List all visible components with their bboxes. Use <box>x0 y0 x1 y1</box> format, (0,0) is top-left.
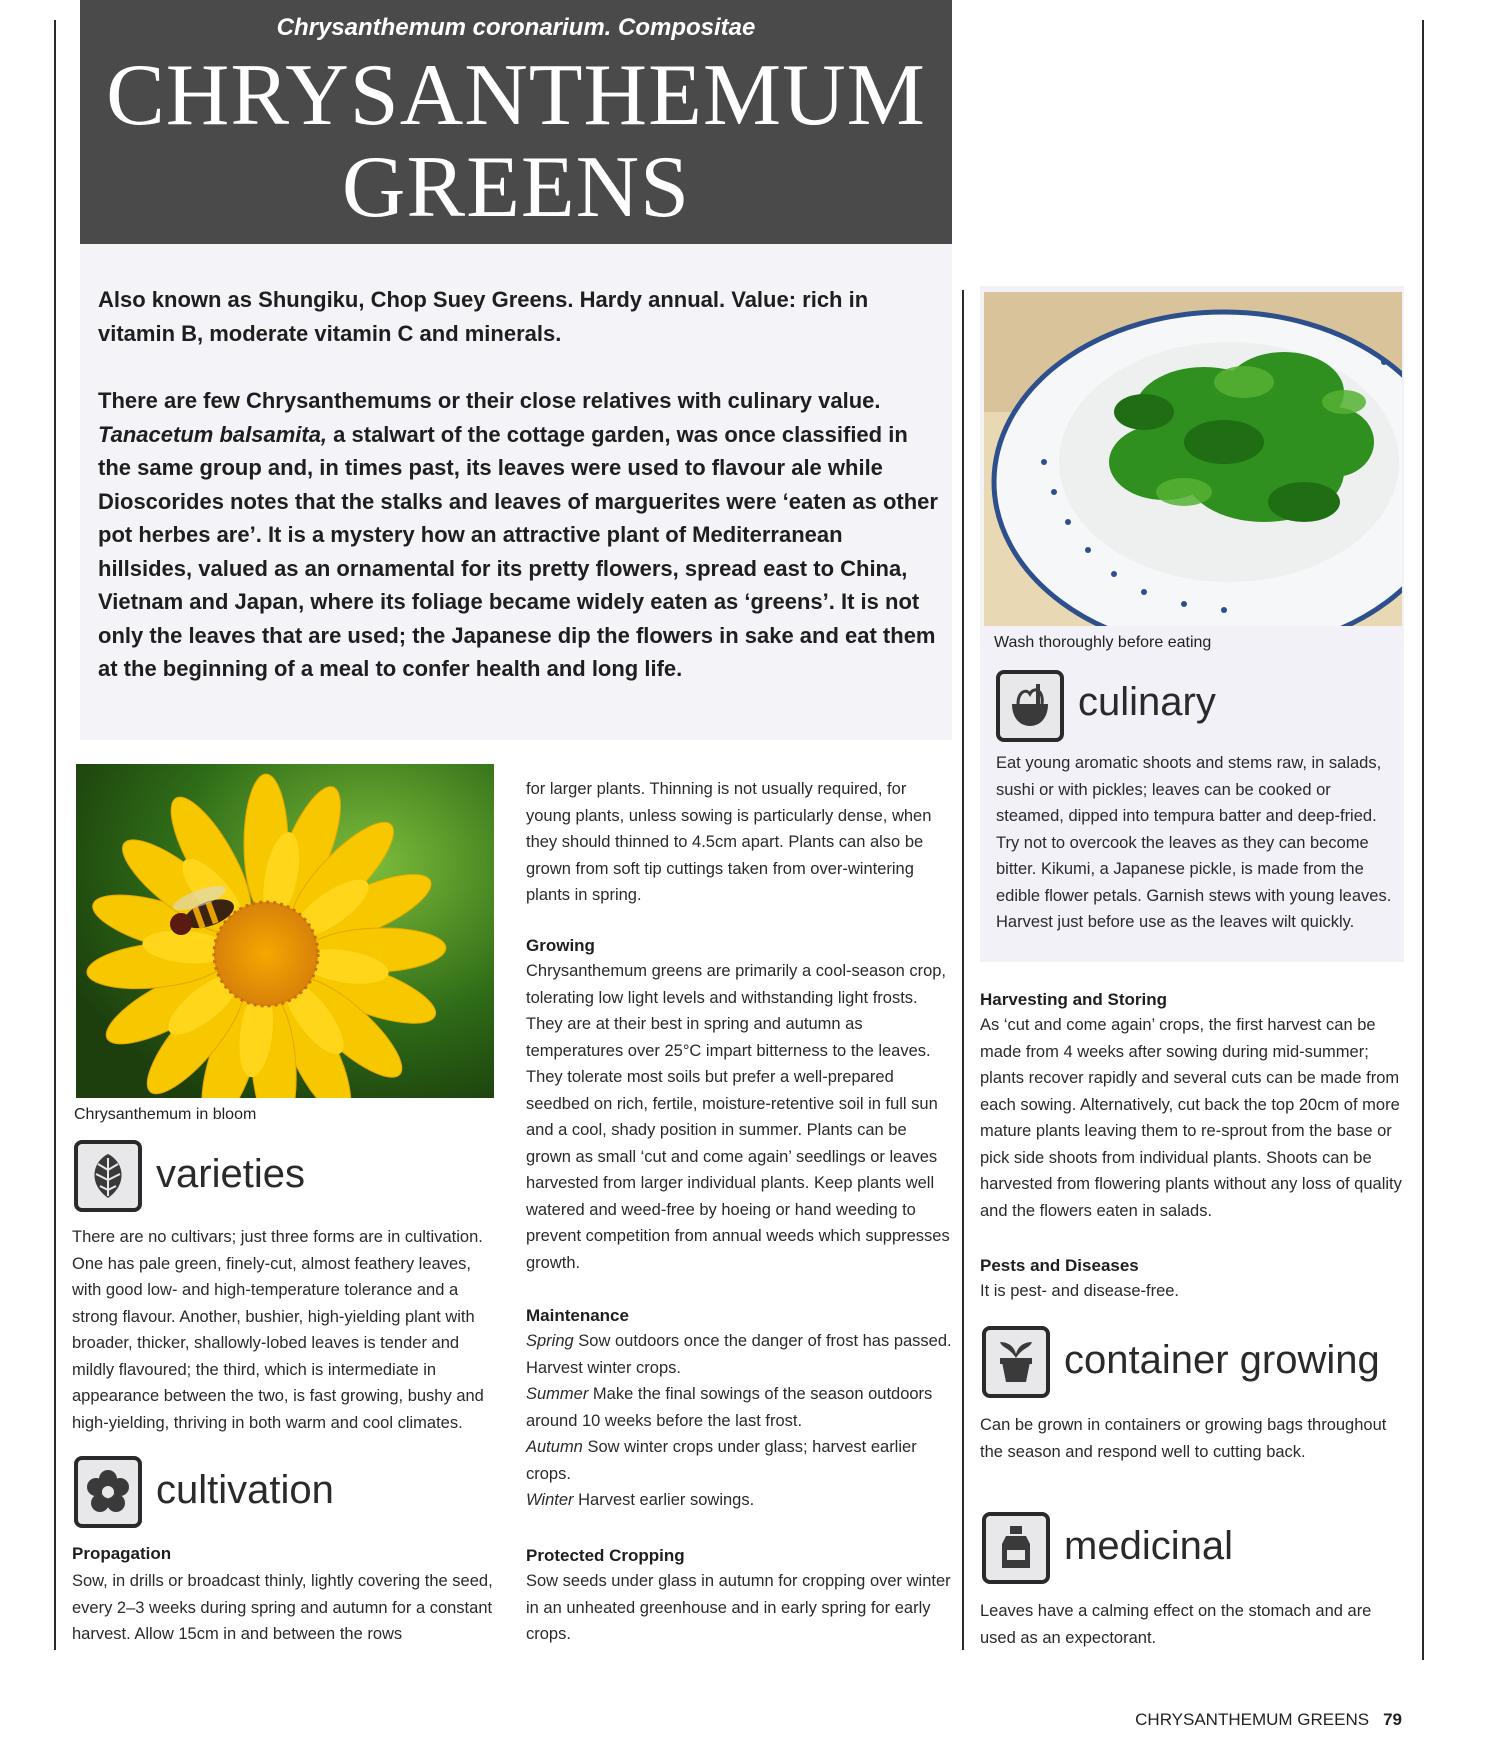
growing-block <box>526 936 954 1276</box>
culinary-section-icon <box>996 670 1064 742</box>
page-title-line2: GREENS <box>341 139 691 236</box>
culinary-text: Eat young aromatic shoots and stems raw, in salads, sushi or with pickles; leaves can be cooked or steamed, dipped into tempura batter and deep-fried. Try not to overcook the leaves as they can become bitter. Kikumi, a Japanese pickle, is made from the edible flower petals. Garnish stews with young leaves. Harvest just before use as the leaves wilt quickly. <box>996 754 1392 931</box>
medicinal-section-icon <box>982 1512 1050 1584</box>
winter-label: Winter <box>526 1491 574 1509</box>
right-column-rule <box>1422 20 1424 1660</box>
protected-cropping-block <box>526 1546 954 1648</box>
propagation-text-continued: for larger plants. Thinning is not usually required, for young plants, unless sowing is particularly dense, when they should thinned to 4.5cm apart. Plants can also be grown from soft tip cuttings taken from over-wintering plants in spring. <box>526 780 932 904</box>
growing-text: Chrysanthemum greens are primarily a cool-season crop, tolerating low light levels and withstanding light frosts. They are at their best in spring and autumn as temperatures over 25°C impart bitterness to the leaves. They tolerate most soils but prefer a well-prepared seedbed on rich, fertile, moisture-retentive soil in full sun and a cool, shady position in summer. Plants can be grown as small ‘cut and come again’ seedlings or leaves harvested from larger individual plants. Keep plants well watered and weed-free by hoeing or hand weeding to prevent competition from annual weeds which suppresses growth. <box>526 962 950 1272</box>
harvesting-heading: Harvesting and Storing <box>980 990 1168 1009</box>
latin-name: Chrysanthemum coronarium. Compositae <box>276 14 756 41</box>
flower-photo <box>76 764 494 1098</box>
protected-cropping-text: Sow seeds under glass in autumn for cropping over winter in an unheated greenhouse and in early spring for early crops. <box>526 1572 951 1643</box>
cultivation-heading: cultivation <box>156 1468 334 1512</box>
maintenance-autumn <box>526 1434 954 1487</box>
autumn-label: Autumn <box>526 1438 583 1456</box>
leaf-icon <box>84 1150 132 1202</box>
spring-label: Spring <box>526 1332 574 1350</box>
varieties-text: There are no cultivars; just three forms are in cultivation. One has pale green, finely-cut, almost feathery leaves, with good low- and high-temperature tolerance and a strong flavour. Another, bushier, high-yielding plant with broader, thicker, shallowly-lobed leaves is tender and mildly flavoured; the third, which is intermediate in appearance between the two, is fast growing, bushy and high-yielding, thriving in both warm and cool climates. <box>72 1228 484 1432</box>
flower-caption: Chrysanthemum in bloom <box>74 1106 257 1123</box>
maintenance-summer <box>526 1381 954 1434</box>
pests-heading: Pests and Diseases <box>980 1256 1139 1275</box>
spring-text: Sow outdoors once the danger of frost has passed. Harvest winter crops. <box>526 1332 952 1377</box>
pests-text: It is pest- and disease-free. <box>980 1282 1180 1300</box>
harvesting-text: As ‘cut and come again’ crops, the first harvest can be made from 4 weeks after sowing during mid-summer; plants recover rapidly and several cuts can be made from each sowing. Alternatively, cut back the top 20cm of more mature plants leaving them to re-sprout from the base or pick side shoots from individual plants. Shoots can be harvested from flowering plants without any loss of quality and the flowers eaten in salads. <box>980 1016 1402 1220</box>
autumn-text: Sow winter crops under glass; harvest earlier crops. <box>526 1438 917 1483</box>
medicinal-heading: medicinal <box>1064 1524 1233 1568</box>
colander-caption: Wash thoroughly before eating <box>994 634 1212 651</box>
maintenance-spring <box>526 1328 954 1381</box>
growing-heading: Growing <box>526 936 595 955</box>
container-section-icon <box>982 1326 1050 1398</box>
propagation-text: Sow, in drills or broadcast thinly, lightly covering the seed, every 2–3 weeks during spring and autumn for a constant harvest. Allow 15cm in and between the rows <box>72 1572 493 1643</box>
page-number: 79 <box>1383 1710 1402 1729</box>
salad-bowl-icon <box>1006 680 1054 732</box>
left-column-rule <box>54 20 56 1650</box>
intro-summary: Also known as Shungiku, Chop Suey Greens. Hardy annual. Value: rich in vitamin B, moderate vitamin C and minerals. <box>98 287 869 346</box>
cultivation-section-icon <box>74 1456 142 1528</box>
intro-text-1: There are few Chrysanthemums or their close relatives with culinary value. <box>98 388 881 413</box>
harvesting-block <box>980 990 1404 1224</box>
container-growing-text: Can be grown in containers or growing bags throughout the season and respond well to cutting back. <box>980 1416 1387 1461</box>
intro-text-2: a stalwart of the cottage garden, was once classified in the same group and, in times past, its leaves were used to flavour ale while Dioscorides notes that the stalks and leaves of marguerites were ‘eaten as other pot herbes are’. It is a mystery how an attractive plant of Mediterranean hillsides, valued as an ornamental for its pretty flowers, spread east to China, Vietnam and Japan, where its foliage became widely eaten as ‘greens’. It is not only the leaves that are used; the Japanese dip the flowers in sake and eat them at the beginning of a meal to confer health and long life. <box>98 421 938 681</box>
varieties-heading: varieties <box>156 1152 305 1196</box>
page-title-line1: CHRYSANTHEMUM <box>106 47 926 144</box>
propagation-heading: Propagation <box>72 1544 172 1563</box>
summer-label: Summer <box>526 1385 589 1403</box>
medicine-bottle-icon <box>992 1522 1040 1574</box>
title-band <box>80 0 952 244</box>
medicinal-text: Leaves have a calming effect on the stomach and are used as an expectorant. <box>980 1602 1372 1647</box>
plant-pot-icon <box>992 1336 1040 1388</box>
page-title <box>80 47 952 236</box>
culinary-heading: culinary <box>1078 680 1216 724</box>
middle-column-rule <box>962 290 964 1650</box>
page-footer <box>1135 1710 1402 1730</box>
maintenance-block <box>526 1306 954 1514</box>
varieties-section-icon <box>74 1140 142 1212</box>
running-title: CHRYSANTHEMUM GREENS <box>1135 1710 1370 1729</box>
intro-paragraph <box>98 384 938 686</box>
colander-photo <box>984 292 1402 626</box>
protected-cropping-heading: Protected Cropping <box>526 1546 685 1565</box>
maintenance-winter <box>526 1487 954 1514</box>
winter-text: Harvest earlier sowings. <box>573 1491 755 1509</box>
container-growing-heading: container growing <box>1064 1338 1380 1382</box>
summer-text: Make the final sowings of the season outdoors around 10 weeks before the last frost. <box>526 1385 933 1430</box>
intro-italic-name: Tanacetum balsamita, <box>98 421 328 447</box>
maintenance-heading: Maintenance <box>526 1306 629 1325</box>
pests-block <box>980 1256 1404 1305</box>
flower-icon <box>84 1466 132 1518</box>
